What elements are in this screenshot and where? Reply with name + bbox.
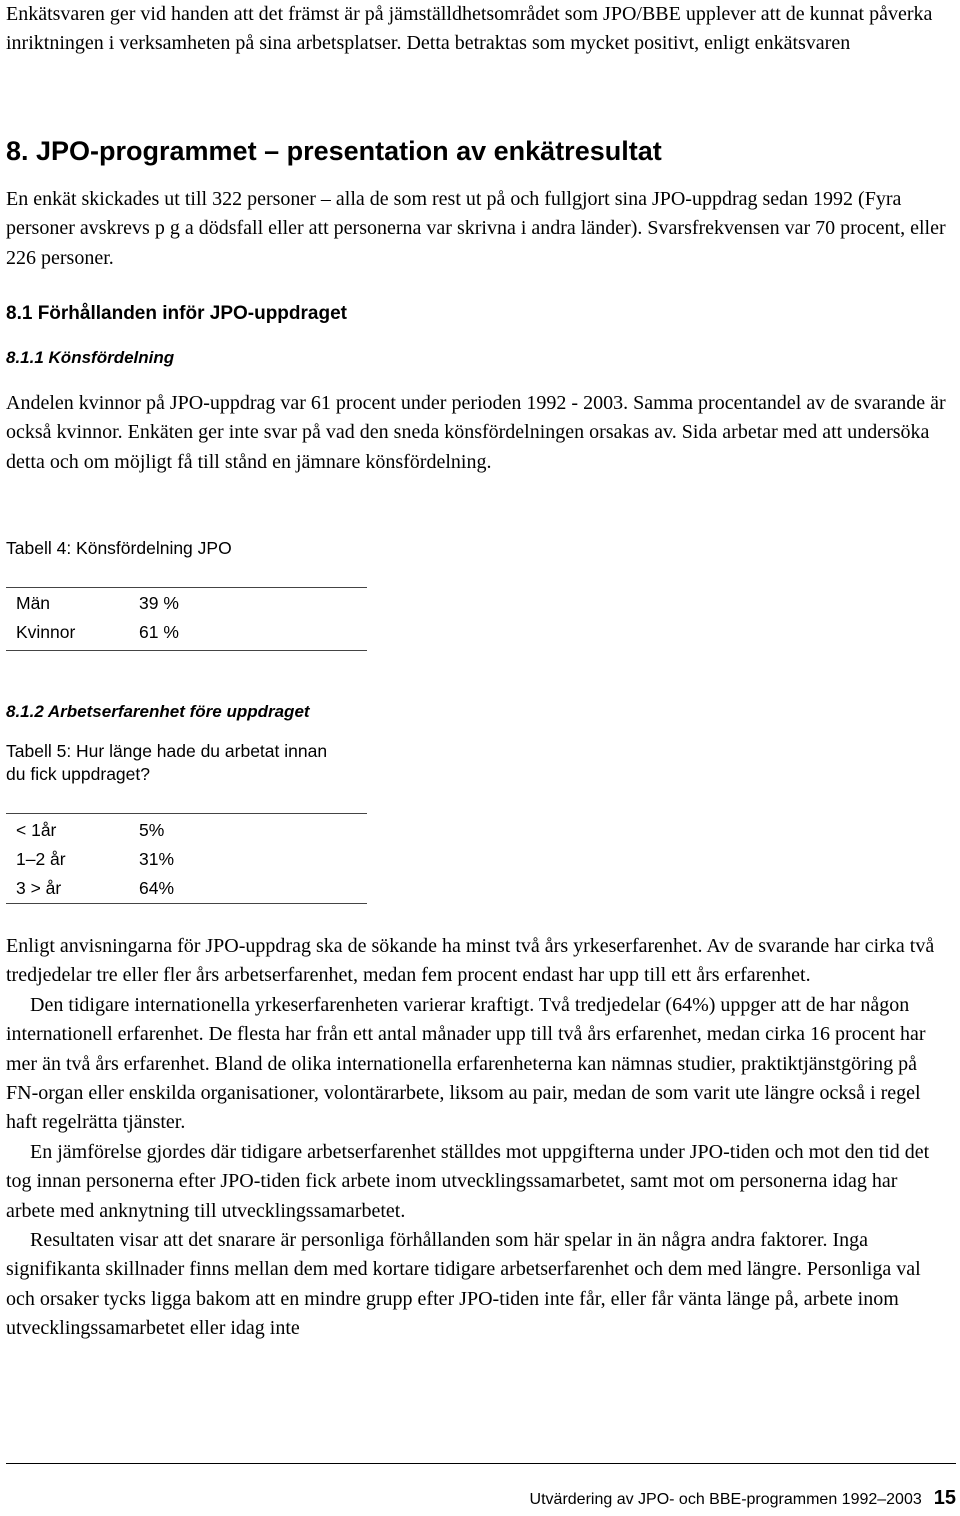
- table-row: [16, 816, 164, 845]
- section-8-heading: 8. JPO-programmet – presentation av enkätresultat: [6, 136, 662, 166]
- body-paragraph: Enligt anvisningarna för JPO-uppdrag ska de sökande ha minst två års yrkeserfarenhet. Av de svarande har cirka två tredjedelar tre eller fler års arbetserfarenhet, medan fem procent endast har upp till ett års erfarenhet.: [6, 935, 935, 987]
- page-number: 15: [933, 1487, 956, 1509]
- body-text: [6, 932, 950, 1344]
- table-cell-label: Kvinnor: [16, 622, 76, 642]
- section-8-1-heading: 8.1 Förhållanden inför JPO-uppdraget: [6, 303, 347, 324]
- table-cell-value: 39 %: [139, 593, 179, 613]
- table-cell-label: 1–2 år: [16, 849, 66, 869]
- table-5-bottom-rule: [6, 903, 367, 904]
- table-cell-value: 64%: [139, 878, 175, 898]
- section-8-1-1-heading: 8.1.1 Könsfördelning: [6, 348, 175, 367]
- footer-title: Utvärdering av JPO- och BBE-programmen 1992–2003: [529, 1491, 922, 1508]
- table-4-caption: Tabell 4: Könsfördelning JPO: [6, 538, 232, 558]
- section-8-1-2-heading: 8.1.2 Arbetserfarenhet före uppdraget: [6, 702, 310, 721]
- page-footer: [530, 1487, 956, 1510]
- footer-rule: [6, 1463, 956, 1464]
- table-cell-value: 61 %: [139, 622, 179, 642]
- table-4-top-rule: [6, 587, 367, 588]
- table-row: [16, 589, 179, 618]
- section-8-paragraph: En enkät skickades ut till 322 personer – alla de som rest ut på och fullgjort sina JPO-uppdrag sedan 1992 (Fyra personer avskrevs p g a dödsfall eller att personerna var skrivna i andra länder). Svarsfrekvensen var 70 procent, eller 226 personer.: [6, 188, 946, 269]
- body-paragraph: Resultaten visar att det snarare är personliga förhållanden som här spelar in än några andra faktorer. Inga signifikanta skillnader finns mellan dem med kortare tidigare arbetserfarenhet och dem med längre. Personliga val och orsaker tycks ligga bakom att en mindre grupp efter JPO-tiden inte får, eller får vänta länge på, arbete inom utvecklingssamarbetet eller idag inte: [6, 1229, 921, 1340]
- table-row: [16, 618, 179, 647]
- table-cell-label: Män: [16, 593, 51, 613]
- table-5-top-rule: [6, 813, 367, 814]
- table-4-bottom-rule: [6, 650, 367, 651]
- table-row: [16, 874, 174, 903]
- intro-paragraph: Enkätsvaren ger vid handen att det främst är på jämställdhetsområdet som JPO/BBE upplever att de kunnat påverka inriktningen i verksamheten på sina arbetsplatser. Detta betraktas som mycket positivt, enligt enkätsvaren: [6, 3, 933, 55]
- body-paragraph: Den tidigare internationella yrkeserfarenheten varierar kraftigt. Två tredjedelar (64%) uppger att de har någon internationell erfarenhet. De flesta har från ett antal månader upp till två års erfarenhet, medan cirka 16 procent har mer än två års erfarenhet. Bland de olika internationella erfarenheterna kan nämnas studier, praktiktjänstgöring på FN-organ eller enskilda organisationer, volontärarbete, liksom au pair, medan de som varit ute längre också i regel haft regelrätta tjänster.: [6, 993, 926, 1134]
- table-cell-value: 5%: [139, 820, 165, 840]
- table-cell-label: < 1år: [16, 820, 57, 840]
- table-cell-value: 31%: [139, 849, 175, 869]
- table-row: [16, 845, 174, 874]
- section-8-1-1-paragraph: Andelen kvinnor på JPO-uppdrag var 61 procent under perioden 1992 - 2003. Samma procentandel av de svarande är också kvinnor. Enkäten ger inte svar på vad den sneda könsfördelningen orsakas av. Sida arbetar med att undersöka detta och om möjligt få till stånd en jämnare könsfördelning.: [6, 392, 946, 473]
- table-5-caption: Tabell 5: Hur länge hade du arbetat innan du fick uppdraget?: [6, 741, 328, 784]
- body-paragraph: En jämförelse gjordes där tidigare arbetserfarenhet ställdes mot uppgifterna under JPO-tiden och mot den tid det tog innan personerna efter JPO-tiden fick arbete inom utvecklingssamarbetet, samt mot om personerna idag har arbete med anknytning till utvecklingssamarbetet.: [6, 1140, 930, 1222]
- table-cell-label: 3 > år: [16, 878, 62, 898]
